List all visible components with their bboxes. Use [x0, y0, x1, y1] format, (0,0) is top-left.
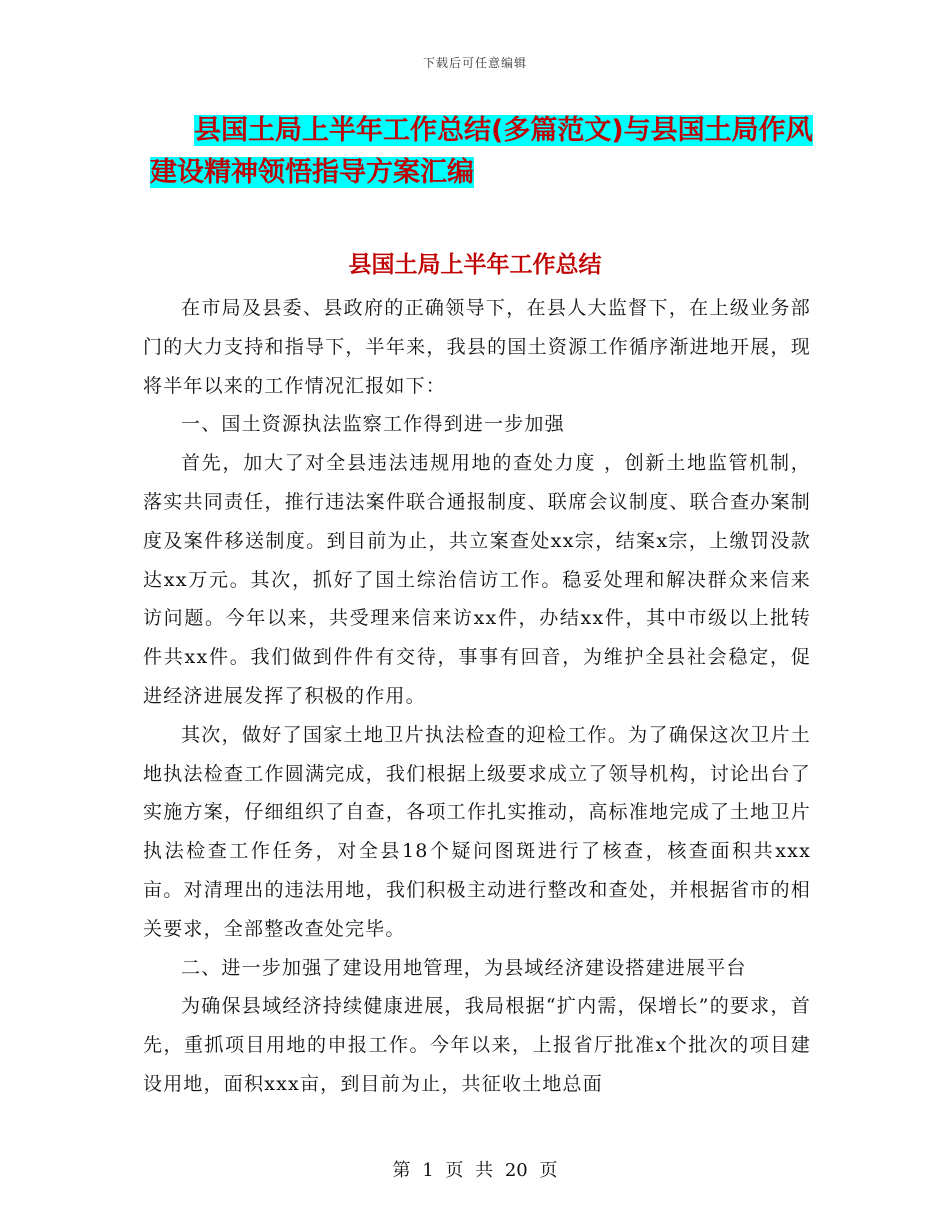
heading-enforcement: 一、国土资源执法监察工作得到进一步加强	[181, 413, 565, 436]
paragraph-intro: 在市局及县委、县政府的正确领导下，在县人大监督下，在上级业务部门的大力支持和指导下，半年来，我县的国土资源工作循序渐进地开展，现将半年以来的工作情况汇报如下：	[143, 297, 811, 397]
document-title	[150, 110, 850, 194]
page-footer: 第 1 页 共 20 页	[392, 1160, 558, 1181]
header-note: 下载后可任意编辑	[422, 56, 527, 70]
document-title-line-2: 建设精神领悟指导方案汇编	[150, 157, 474, 188]
paragraph-satellite-check: 其次，做好了国家土地卫片执法检查的迎检工作。为了确保这次卫片土地执法检查工作圆满完成，我们根据上级要求成立了领导机构，讨论出台了实施方案，仔细组织了自查，各项工作扎实推动，高标准地完成了土地卫片执法检查工作任务，对全县18个疑问图斑进行了核查，核查面积共xxx亩。对清理出的违法用地，我们积极主动进行整改和查处，并根据省市的相关要求，全部整改查处完毕。	[143, 723, 811, 940]
section-title: 县国土局上半年工作总结	[348, 252, 602, 278]
paragraph-land-management: 为确保县域经济持续健康进展，我局根据“扩内需，保增长”的要求，首先，重抓项目用地的申报工作。今年以来，上报省厅批准x个批次的项目建设用地，面积xxx亩，到目前为止，共征收土地总面	[143, 995, 811, 1095]
body-text	[143, 289, 811, 1104]
heading-land-management: 二、进一步加强了建设用地管理，为县域经济建设搭建进展平台	[181, 956, 747, 979]
document-title-line-1: 县国土局上半年工作总结(多篇范文)与县国土局作风	[194, 115, 813, 146]
paragraph-enforcement: 首先，加大了对全县违法违规用地的查处力度 ，创新土地监管机制，落实共同责任，推行违法案件联合通报制度、联席会议制度、联合查办案制度及案件移送制度。到目前为止，共立案查处xx宗，结案x宗，上缴罚没款达xx万元。其次，抓好了国土综治信访工作。稳妥处理和解决群众来信来访问题。今年以来，共受理来信来访xx件，办结xx件，其中市级以上批转件共xx件。我们做到件件有交待，事事有回音，为维护全县社会稳定，促进经济进展发挥了积极的作用。	[143, 452, 811, 707]
